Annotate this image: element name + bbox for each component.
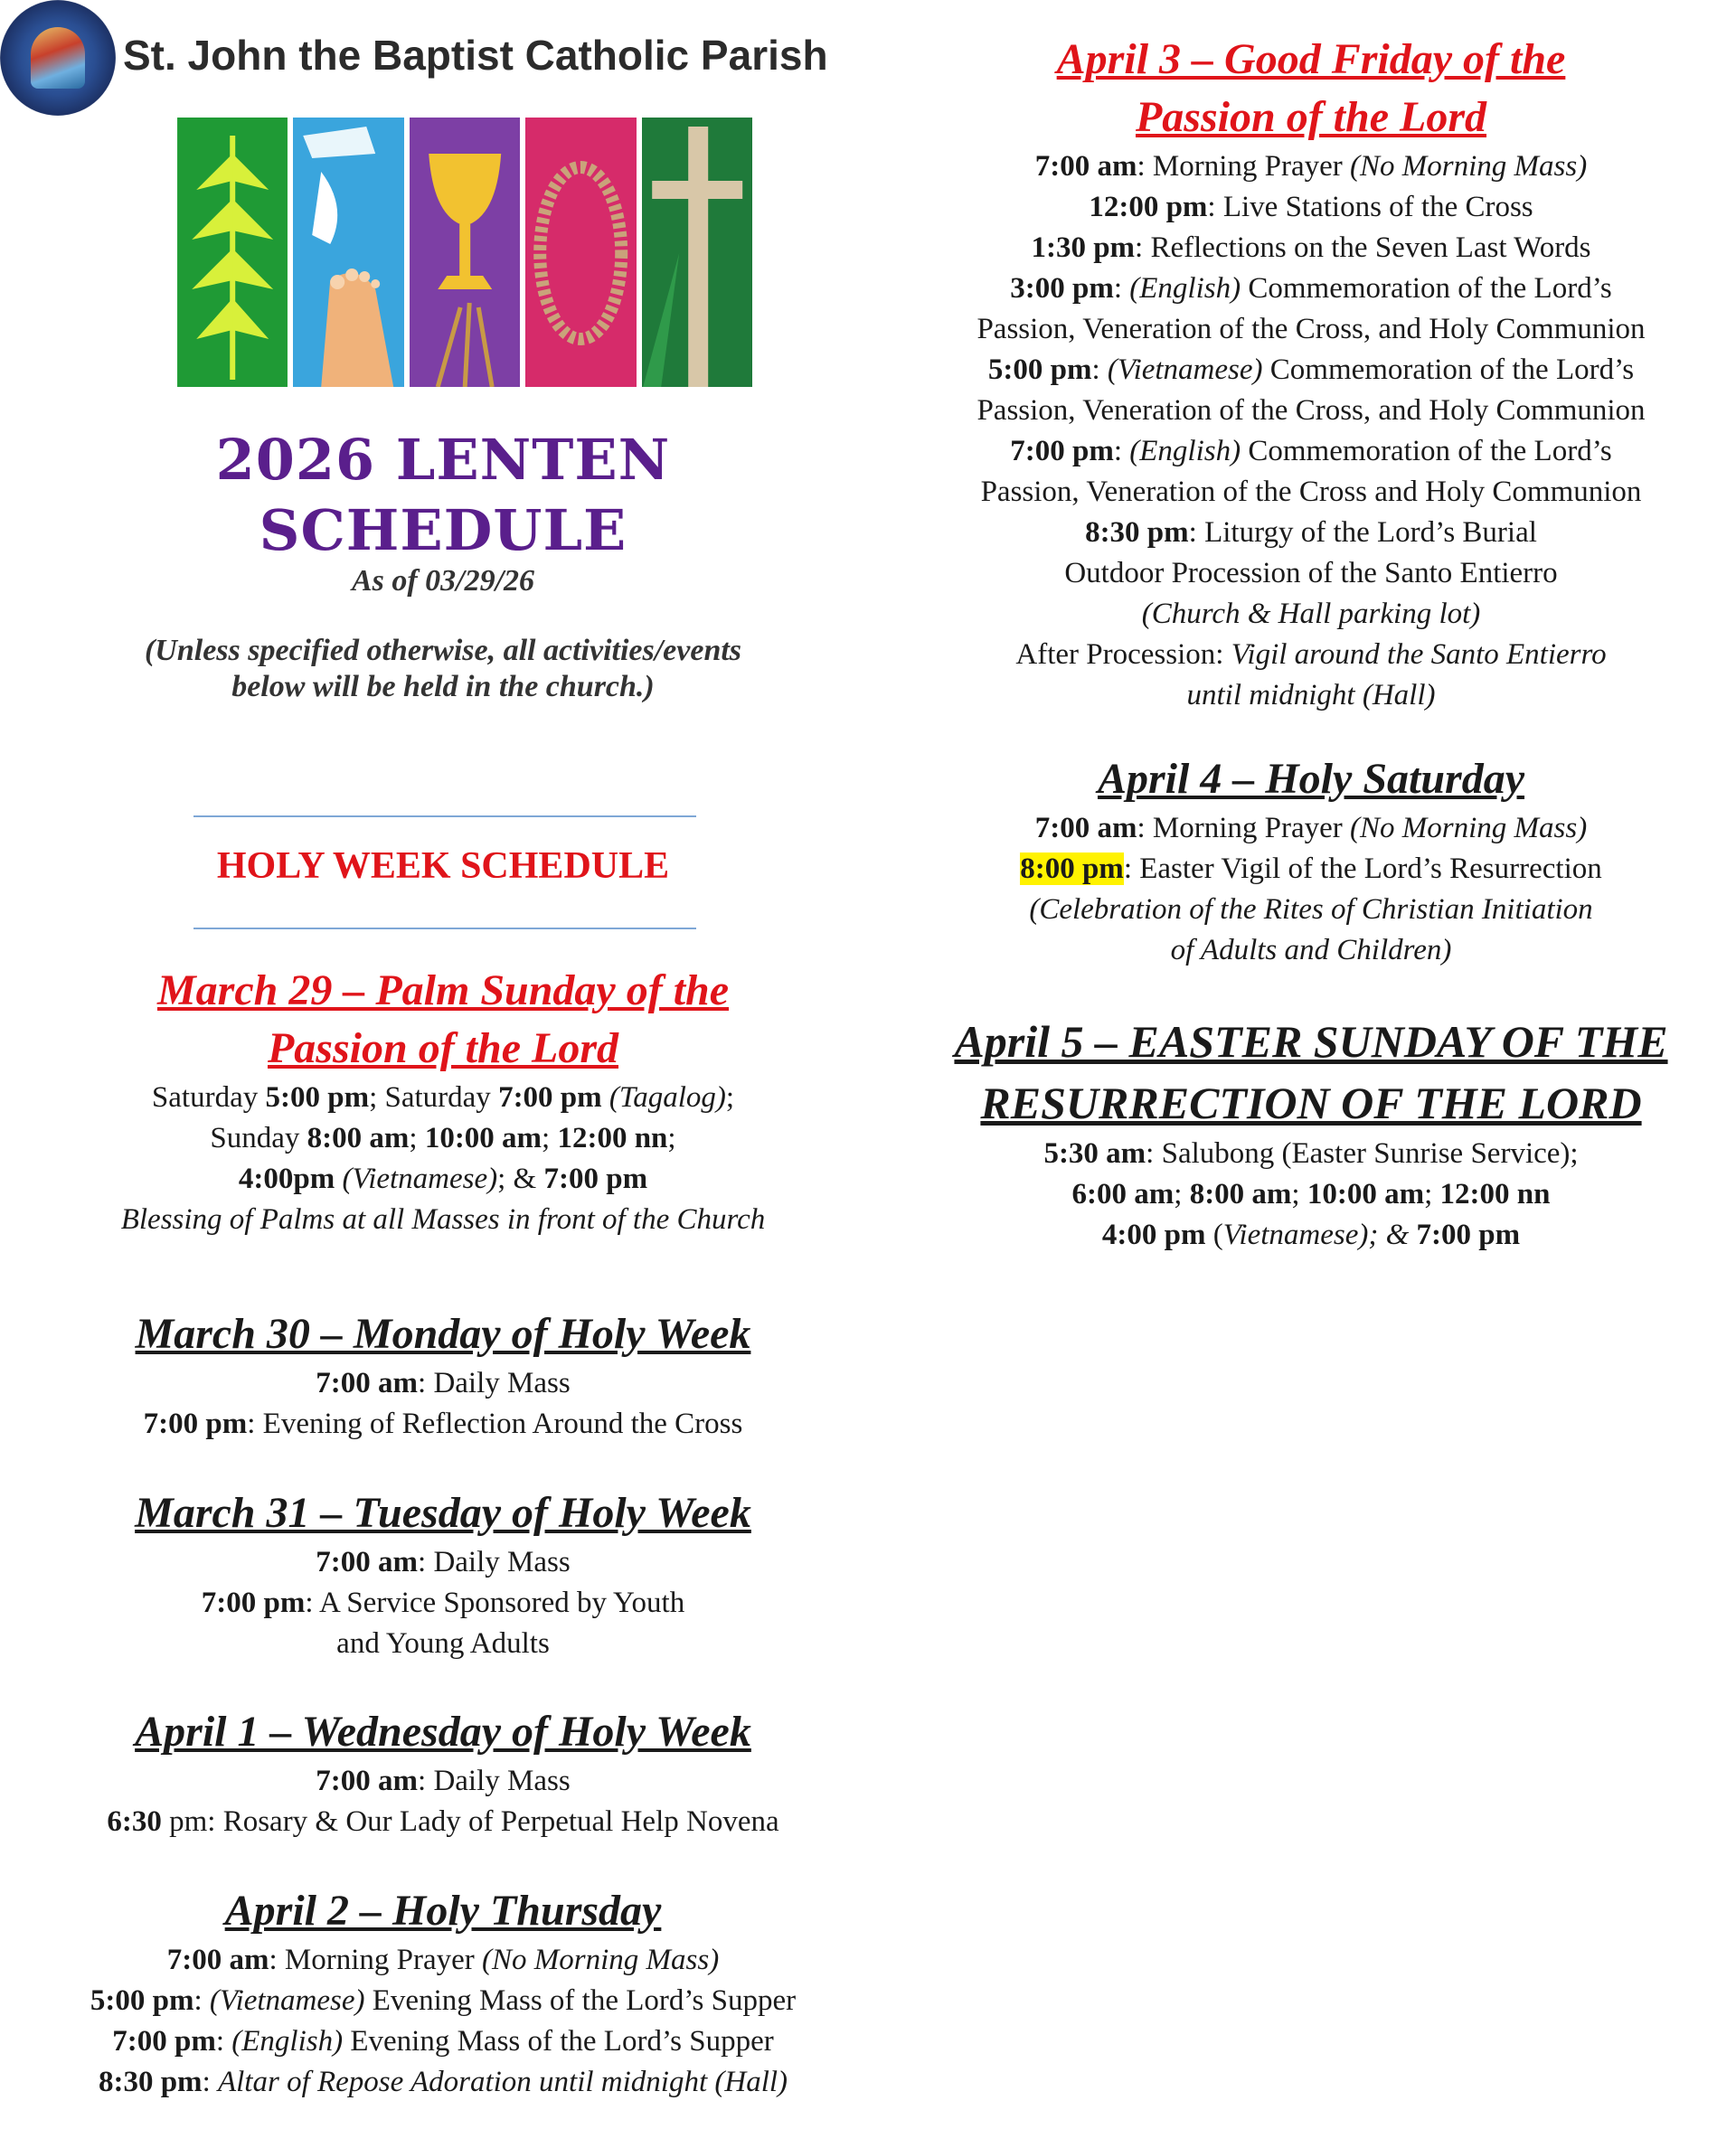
schedule-line: 7:00 pm: (English) Evening Mass of the Lord’s Supper: [112, 2025, 774, 2058]
schedule-line: 5:00 pm: (Vietnamese) Evening Mass of the Lord’s Supper: [90, 1984, 797, 2017]
schedule-line: Passion, Veneration of the Cross, and Holy Communion: [976, 313, 1646, 345]
schedule-line: 6:00 am; 8:00 am; 10:00 am; 12:00 nn: [1071, 1178, 1551, 1211]
title-line-2: SCHEDULE: [259, 497, 627, 563]
schedule-line: Sunday 8:00 am; 10:00 am; 12:00 nn;: [210, 1122, 676, 1154]
section-heading: Passion of the Lord: [1135, 93, 1487, 141]
schedule-line: 5:00 pm: (Vietnamese) Commemoration of the Lord’s: [987, 353, 1635, 386]
schedule-line: 1:30 pm: Reflections on the Seven Last Words: [1031, 231, 1591, 264]
section-heading: RESURRECTION OF THE LORD: [980, 1078, 1642, 1128]
section-heading: Passion of the Lord: [267, 1024, 619, 1072]
cross-banner: [642, 118, 752, 387]
section-heading: April 2 – Holy Thursday: [224, 1887, 662, 1935]
title-line-1: 2026 LENTEN: [215, 427, 671, 493]
section-heading: April 3 – Good Friday of the: [1056, 35, 1566, 83]
schedule-line: 3:00 pm: (English) Commemoration of the Lord’s: [1010, 272, 1612, 305]
schedule-line: Outdoor Procession of the Santo Entierro: [1064, 557, 1558, 589]
thursday-section: [36, 1882, 850, 2103]
section-heading: March 29 – Palm Sunday of the: [156, 966, 730, 1014]
section-heading: April 4 – Holy Saturday: [1097, 755, 1525, 803]
lenten-banner-image: [177, 118, 752, 387]
section-heading: April 1 – Wednesday of Holy Week: [135, 1708, 751, 1756]
schedule-line: 4:00 pm (Vietnamese); & 7:00 pm: [1101, 1219, 1521, 1251]
divider-top: [193, 815, 696, 817]
schedule-line: 7:00 am: Morning Prayer (No Morning Mass): [166, 1944, 720, 1976]
foot-washing-banner: [293, 118, 403, 387]
schedule-line: 7:00 pm: Evening of Reflection Around the Cross: [143, 1408, 743, 1440]
schedule-line: 12:00 pm: Live Stations of the Cross: [1089, 191, 1533, 223]
wednesday-section: [36, 1703, 850, 1842]
holy-saturday-section: [904, 750, 1718, 971]
schedule-line: 7:00 am: Daily Mass: [316, 1765, 571, 1797]
palm-sunday-section: [36, 962, 850, 1240]
schedule-line: 7:00 am: Daily Mass: [316, 1367, 571, 1399]
section-heading: March 31 – Tuesday of Holy Week: [135, 1489, 751, 1537]
schedule-line: Saturday 5:00 pm; Saturday 7:00 pm (Tagalog);: [151, 1081, 735, 1114]
schedule-line: (Celebration of the Rites of Christian Initiation: [1029, 893, 1593, 926]
holy-week-heading: HOLY WEEK SCHEDULE: [216, 845, 670, 887]
monday-section: [36, 1305, 850, 1445]
easter-sunday-section: [904, 1011, 1718, 1256]
parish-seal-icon: [0, 0, 116, 116]
note-line-1: (Unless specified otherwise, all activities/events: [144, 634, 742, 667]
schedule-line: of Adults and Children): [1170, 934, 1452, 966]
divider-bottom: [193, 928, 696, 929]
schedule-line: 7:00 pm: (English) Commemoration of the Lord’s: [1010, 435, 1612, 467]
schedule-line: and Young Adults: [336, 1627, 550, 1660]
schedule-line: until midnight (Hall): [1186, 679, 1436, 711]
chalice-banner: [410, 118, 520, 387]
note-line-2: below will be held in the church.): [231, 670, 655, 703]
schedule-line: Passion, Veneration of the Cross, and Holy Communion: [976, 394, 1646, 427]
schedule-line: 5:30 am: Salubong (Easter Sunrise Service);: [1043, 1137, 1579, 1170]
schedule-line: 7:00 am: Morning Prayer (No Morning Mass): [1034, 150, 1588, 183]
schedule-line: 6:30 pm: Rosary & Our Lady of Perpetual Help Novena: [107, 1805, 779, 1838]
schedule-line: 4:00pm (Vietnamese); & 7:00 pm: [238, 1163, 648, 1195]
parish-name: St. John the Baptist Catholic Parish: [123, 32, 828, 79]
schedule-line: Blessing of Palms at all Masses in front of the Church: [120, 1203, 766, 1236]
section-heading: March 30 – Monday of Holy Week: [135, 1310, 751, 1358]
schedule-line: 7:00 pm: A Service Sponsored by Youth: [201, 1587, 685, 1619]
schedule-line: After Procession: Vigil around the Santo Entierro: [1015, 638, 1607, 671]
crown-of-thorns-banner: [525, 118, 636, 387]
page-title: [108, 425, 778, 566]
highlighted-time: 8:00 pm: [1020, 853, 1124, 885]
section-heading: April 5 – EASTER SUNDAY OF THE: [954, 1016, 1668, 1067]
schedule-line: 7:00 am: Daily Mass: [316, 1546, 571, 1578]
schedule-line: Passion, Veneration of the Cross and Holy Communion: [980, 476, 1642, 508]
palm-banner: [177, 118, 288, 387]
schedule-line: 8:00 pm: Easter Vigil of the Lord’s Resurrection: [1020, 853, 1602, 885]
tuesday-section: [36, 1484, 850, 1664]
schedule-line: 8:30 pm: Liturgy of the Lord’s Burial: [1085, 516, 1537, 549]
location-note: [54, 633, 832, 705]
as-of-date: As of 03/29/26: [351, 564, 535, 598]
schedule-line: 8:30 pm: Altar of Repose Adoration until midnight (Hall): [98, 2066, 788, 2098]
schedule-line: (Church & Hall parking lot): [1141, 598, 1481, 630]
schedule-line: 7:00 am: Morning Prayer (No Morning Mass): [1034, 812, 1588, 844]
good-friday-section: [904, 31, 1718, 716]
